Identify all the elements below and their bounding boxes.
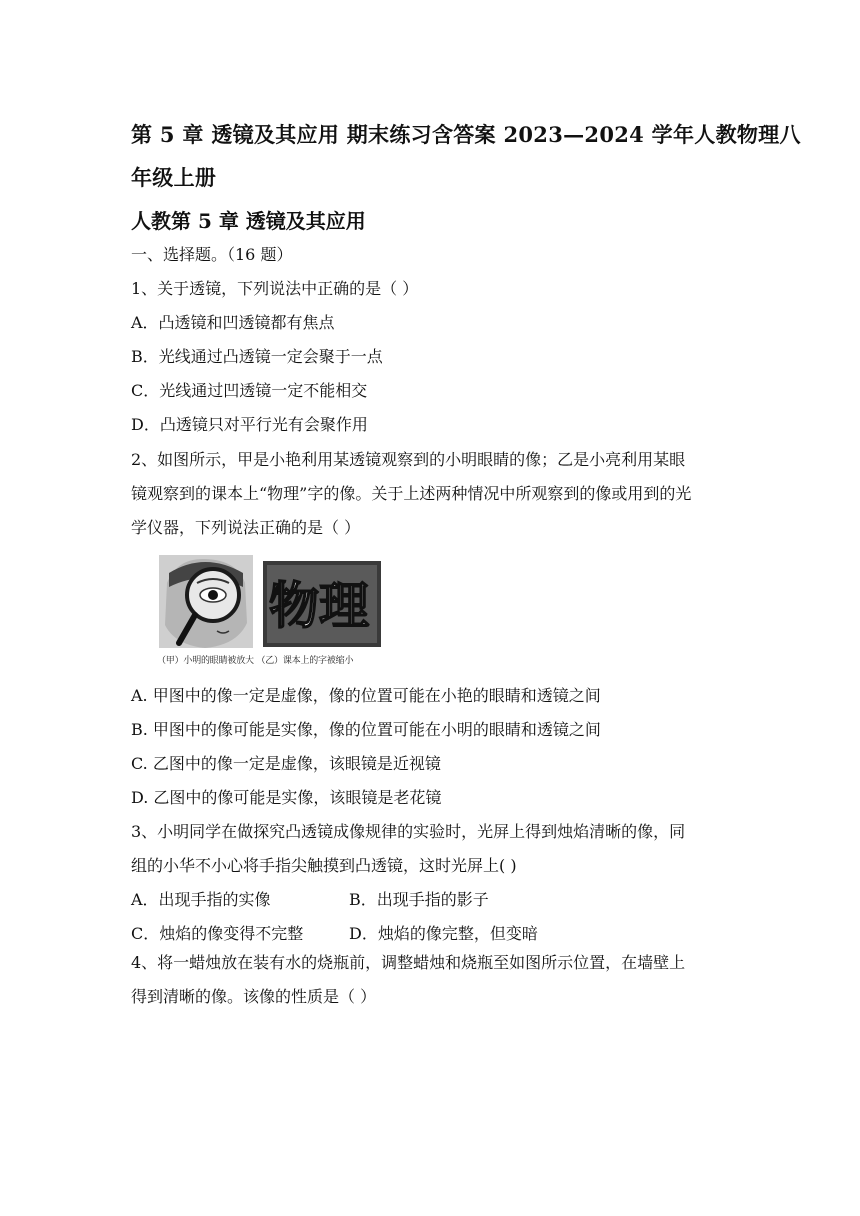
q1-option-c: C．光线通过凹透镜一定不能相交 (131, 381, 368, 400)
document-title-line-1: 第 5 章 透镜及其应用 期末练习含答案 2023—2024 学年人教物理八 (131, 122, 801, 147)
q2-stem-line-2: 镜观察到的课本上“物理”字的像。关于上述两种情况中所观察到的像或用到的光 (131, 484, 692, 503)
section-heading: 一、选择题。（16 题） (131, 245, 293, 264)
q1-option-b: B．光线通过凸透镜一定会聚于一点 (131, 347, 383, 366)
q1-option-d: D．凸透镜只对平行光有会聚作用 (131, 415, 368, 434)
q3-option-b: B．出现手指的影子 (349, 890, 489, 909)
q1-stem: 1、关于透镜，下列说法中正确的是（ ） (131, 279, 419, 298)
q2-stem-line-1: 2、如图所示，甲是小艳利用某透镜观察到的小明眼睛的像；乙是小亮利用某眼 (131, 450, 686, 469)
q3-stem-line-2: 组的小华不小心将手指尖触摸到凸透镜，这时光屏上( ) (131, 856, 517, 875)
document-title-line-2: 年级上册 (131, 165, 217, 190)
q3-stem-line-1: 3、小明同学在做探究凸透镜成像规律的实验时，光屏上得到烛焰清晰的像，同 (131, 822, 686, 841)
q4-stem-line-1: 4、将一蜡烛放在装有水的烧瓶前，调整蜡烛和烧瓶至如图所示位置，在墙壁上 (131, 953, 686, 972)
q3-option-a: A．出现手指的实像 (131, 890, 271, 909)
eye-icon (208, 590, 218, 600)
q2-option-b: B. 甲图中的像可能是实像，像的位置可能在小明的眼睛和透镜之间 (131, 720, 601, 739)
q4-stem-line-2: 得到清晰的像。该像的性质是（ ） (131, 987, 377, 1006)
document-subtitle: 人教第 5 章 透镜及其应用 (131, 209, 366, 233)
q2-stem-line-3: 学仪器，下列说法正确的是（ ） (131, 518, 361, 537)
q3-option-c: C．烛焰的像变得不完整 (131, 924, 304, 943)
q3-options-row-2 (131, 924, 538, 944)
q3-options-row-1 (131, 890, 489, 910)
q2-figure (157, 553, 383, 669)
q2-option-d: D. 乙图中的像可能是实像，该眼镜是老花镜 (131, 788, 442, 807)
q2-option-c: C. 乙图中的像一定是虚像，该眼镜是近视镜 (131, 754, 441, 773)
figure-characters: 物理 (269, 577, 369, 635)
q2-option-a: A. 甲图中的像一定是虚像，像的位置可能在小艳的眼睛和透镜之间 (131, 686, 601, 705)
q1-option-a: A．凸透镜和凹透镜都有焦点 (131, 313, 335, 332)
q2-figure-caption: （甲）小明的眼睛被放大 （乙）课本上的字被缩小 (157, 656, 354, 666)
q2-figure-image (157, 553, 383, 651)
q3-option-d: D．烛焰的像完整，但变暗 (349, 924, 538, 943)
